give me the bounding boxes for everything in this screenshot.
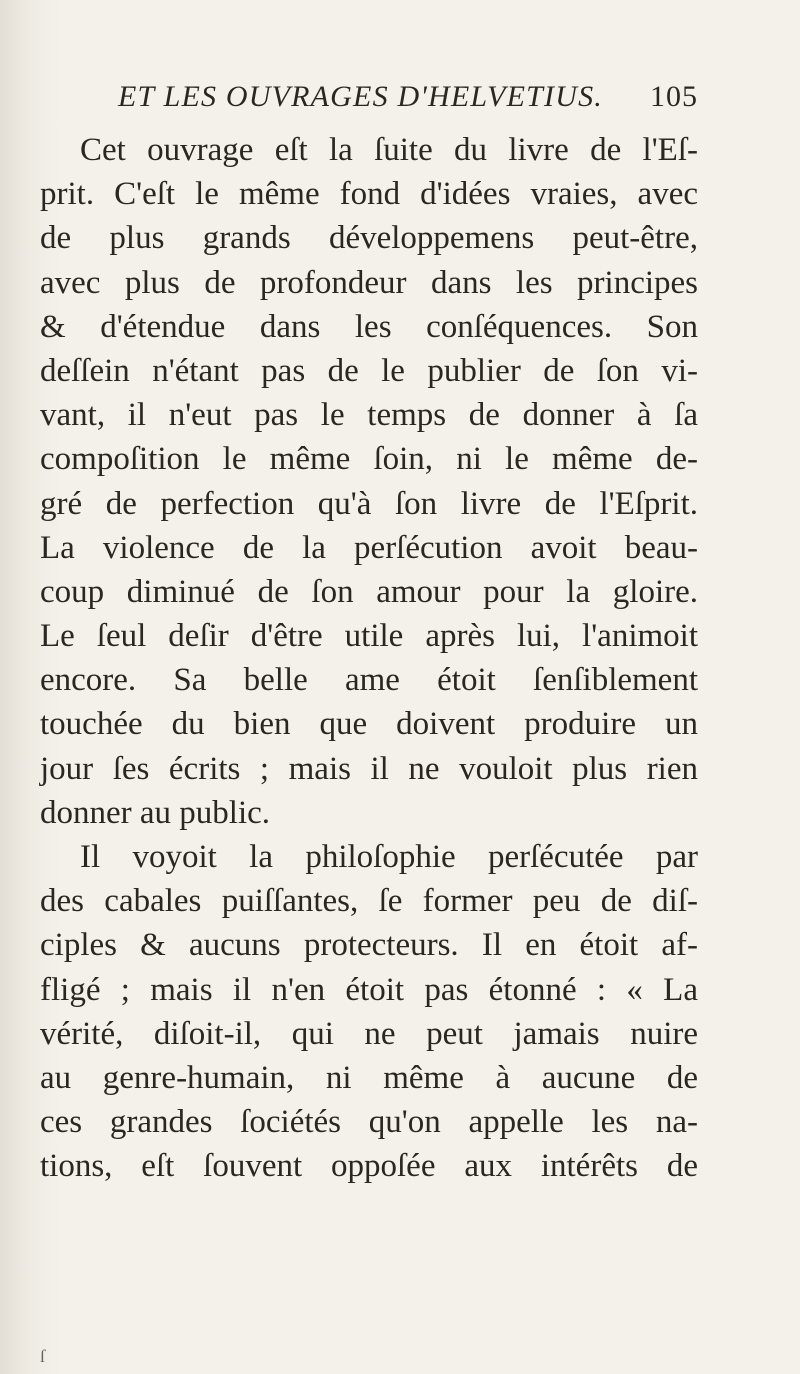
text-line: La violence de la perſécution avoit beau- xyxy=(40,529,698,566)
text-line: des cabales puiſſantes, ſe former peu de diſ- xyxy=(40,883,698,920)
running-title: ET LES OUVRAGES D'HELVETIUS. xyxy=(118,80,604,113)
text-line: gré de perfection qu'à ſon livre de l'Eſprit. xyxy=(40,485,698,522)
running-header xyxy=(118,80,698,120)
text-line: Cet ouvrage eſt la ſuite du livre de l'Eſ- xyxy=(80,132,698,168)
text-line: de plus grands développemens peut-être, xyxy=(40,220,698,257)
text-line: vant, il n'eut pas le temps de donner à ſa xyxy=(40,397,698,434)
text-line: jour ſes écrits ; mais il ne vouloit plus rien xyxy=(40,750,698,787)
text-line: Le ſeul deſir d'être utile après lui, l'animoit xyxy=(40,618,698,655)
text-line: encore. Sa belle ame étoit ſenſiblement xyxy=(40,662,698,699)
text-line: ciples & aucuns protecteurs. Il en étoit af- xyxy=(40,927,698,964)
text-line: deſſein n'étant pas de le publier de ſon vi- xyxy=(40,352,698,389)
text-line: Il voyoit la philoſophie perſécutée par xyxy=(80,839,698,875)
footer-mark: ſ xyxy=(40,1346,46,1366)
page-number: 105 xyxy=(650,80,698,113)
text-line: & d'étendue dans les conſéquences. Son xyxy=(40,308,698,345)
text-line: prit. C'eſt le même fond d'idées vraies, avec xyxy=(40,176,698,213)
body-text xyxy=(40,128,698,1189)
text-line: fligé ; mais il n'en étoit pas étonné : « La xyxy=(40,971,698,1008)
text-line: compoſition le même ſoin, ni le même de- xyxy=(40,441,698,478)
text-line: coup diminué de ſon amour pour la gloire. xyxy=(40,573,698,610)
text-line: ces grandes ſociétés qu'on appelle les na- xyxy=(40,1104,698,1141)
text-line: vérité, diſoit-il, qui ne peut jamais nuire xyxy=(40,1015,698,1052)
text-line: avec plus de profondeur dans les principes xyxy=(40,264,698,301)
text-line: au genre-humain, ni même à aucune de xyxy=(40,1059,698,1096)
text-line: donner au public. xyxy=(40,794,271,831)
text-line: touchée du bien que doivent produire un xyxy=(40,706,698,743)
text-line: tions, eſt ſouvent oppoſée aux intérêts de xyxy=(40,1148,698,1185)
